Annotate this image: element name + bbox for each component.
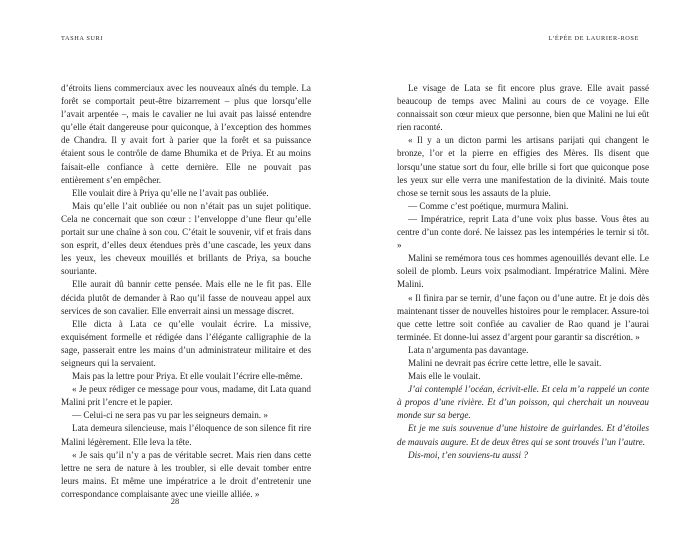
- paragraph: Elle dicta à Lata ce qu’elle voulait écrire. La missive, exquisément formelle et rédigée dans l’élégante calligraphie de la sage, passerait entre les mains d’un administrateur militaire et des seigneurs qui la servaient.: [61, 318, 311, 368]
- left-page-body: [61, 82, 311, 501]
- paragraph: Le visage de Lata se fit encore plus grave. Elle avait passé beaucoup de temps avec Malini au cours de ce voyage. Elle connaissait son cœur mieux que personne, bien que Malini ne lui eût rien raconté.: [397, 83, 649, 133]
- paragraph: Malini ne devrait pas écrire cette lettre, elle le savait.: [408, 357, 602, 368]
- paragraph: Malini se remémora tous ces hommes agenouillés devant elle. Le soleil de plomb. Leurs voix psalmodiant. Impératrice Malini. Mère Malini.: [397, 253, 649, 290]
- paragraph-italic: Dis-moi, t’en souviens-tu aussi ?: [408, 449, 528, 460]
- right-page-body: [397, 82, 649, 462]
- paragraph: « Je peux rédiger ce message pour vous, madame, dit Lata quand Malini prit l’encre et le papier.: [61, 384, 311, 408]
- paragraph: — Celui-ci ne sera pas vu par les seigneurs demain. »: [72, 410, 268, 421]
- paragraph: Elle voulait dire à Priya qu’elle ne l’avait pas oubliée.: [72, 187, 269, 198]
- paragraph: — Comme c’est poétique, murmura Malini.: [408, 200, 569, 211]
- paragraph: « Il finira par se ternir, d’une façon ou d’une autre. Et je dois dès maintenant tisser de nouvelles histoires pour le remplacer. Assure-toi que cette lettre soit confiée au cavalier de Rao quand je l’aurai terminée. Et donne-lui assez d’argent pour garantir sa discrétion. »: [397, 292, 649, 342]
- running-head-author: TASHA SURI: [61, 35, 104, 42]
- paragraph: Mais elle le voulait.: [408, 371, 481, 382]
- page-number: 28: [170, 496, 180, 506]
- paragraph: Lata demeura silencieuse, mais l’éloquence de son silence fit rire Malini légèrement. Elle leva la tête.: [61, 423, 311, 447]
- paragraph: « Je sais qu’il n’y a pas de véritable secret. Mais rien dans cette lettre ne sera de nature à les troubler, si elle devait tomber entre leurs mains. Et même une impératrice a le droit d’entretenir une correspondance complaisante avec une vieille alliée. »: [61, 449, 311, 499]
- right-page: [350, 0, 700, 537]
- paragraph-italic: J’ai contemplé l’océan, écrivit-elle. Et cela m’a rappelé un conte à propos d’une rivière. Et d’un poisson, qui cherchait un nouveau monde sur sa berge.: [397, 384, 649, 421]
- paragraph: Elle aurait dû bannir cette pensée. Mais elle ne le fit pas. Elle décida plutôt de demander à Rao qu’il fasse de nouveau appel aux services de son cavalier. Elle enverrait ainsi un message discret.: [61, 279, 311, 316]
- paragraph: — Impératrice, reprit Lata d’une voix plus basse. Vous êtes au centre d’un conte doré. Ne laissez pas les intempéries le ternir si tôt. »: [397, 213, 649, 251]
- paragraph: « Il y a un dicton parmi les artisans parijati qui changent le bronze, l’or et la pierre en effigies des Mères. Ils disent que lorsqu’une statue sort du four, elle brille si fort que quiconque pose les yeux sur elle verra une manifestation de la divinité. Mais toute chose se ternit sous les assauts de la pluie.: [397, 135, 649, 198]
- paragraph: Mais pas la lettre pour Priya. Et elle voulait l’écrire elle-même.: [72, 371, 303, 382]
- paragraph-italic: Et je me suis souvenue d’une histoire de guirlandes. Et d’étoiles de mauvais augure. Et de deux êtres qui se sont trouvés l’un l’autre.: [397, 423, 649, 447]
- running-head-title: L’ÉPÉE DE LAURIER-ROSE: [548, 35, 639, 42]
- paragraph: d’étroits liens commerciaux avec les nouveaux aînés du temple. La forêt se comportait peut-être bizarrement – plus que lorsqu’elle l’avait arpentée –, mais le cavalier ne lui avait pas laissé entendre qu’elle était dangereuse pour quiconque, à l’exception des hommes de Chandra. Il y avait fort à parier que la forêt et sa puissance étaient sous le contrôle de dame Bhumika et de Priya. Et au moins faisait-elle confiance à cette dernière. Elle ne pouvait pas entièrement s’en empêcher.: [61, 83, 311, 185]
- paragraph: Mais qu’elle l’ait oubliée ou non n’était pas un sujet politique. Cela ne concernait que son cœur : l’enveloppe d’une fleur qu’elle portait sur une chaîne à son cou. C’était le souvenir, vif et frais dans son esprit, d’elles deux étendues près d’une cascade, les yeux dans les yeux, les cheveux mouillés et brillants de Priya, sa bouche souriante.: [61, 200, 311, 277]
- paragraph: Lata n’argumenta pas davantage.: [408, 344, 529, 355]
